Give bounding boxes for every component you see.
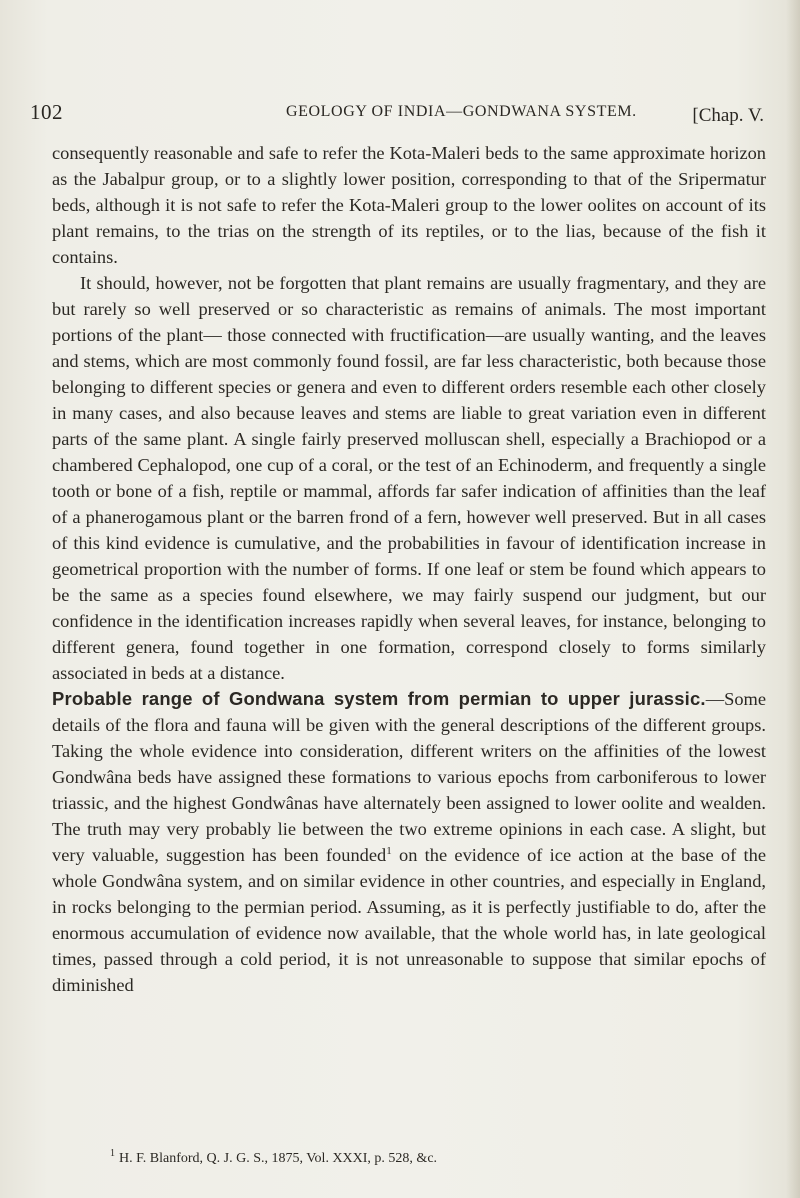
running-title: GEOLOGY OF INDIA—GONDWANA SYSTEM. [286,103,637,120]
paragraph-3-text-a: —Some details of the flora and fauna will be given with the general descriptions of the different groups. Taking the whole evidence into consideration, different writers on the affinities of the lowest Gondwâna beds have assigned these formations to various epochs from carboniferous to lower triassic, and the highest Gondwânas have alternately been assigned to lower oolite and wealden. The truth may very probably lie between the two extreme opinions in each case. A slight, but very valuable, suggestion has been founded [52,689,766,865]
chapter-label: [Chap. V. [692,105,764,126]
page-number: 102 [30,100,63,124]
section-heading: Probable range of Gondwana system from permian to upper jurassic. [52,688,706,709]
running-header [30,92,770,132]
paragraph-1: consequently reasonable and safe to refer the Kota-Maleri beds to the same approximate horizon as the Jabalpur group, or to a slightly lower position, corresponding to that of the Sripermatur beds, although it is not safe to refer the Kota-Maleri group to the lower oolites on account of its plant remains, to the trias on the strength of its reptiles, or to the lias, because of the fish it contains. [52,143,766,267]
paragraph-3-text-b: on the evidence of ice action at the base of the whole Gondwâna system, and on similar evidence in other countries, and especially in England, in rocks belonging to the permian period. Assuming, as it is perfectly justifiable to do, after the enormous accumulation of evidence now available, that the whole world has, in late geological times, passed through a cold period, it is not unreasonable to suppose that similar epochs of diminished [52,845,767,995]
paragraph-2: It should, however, not be forgotten that plant remains are usually fragmentary, and they are but rarely so well preserved or so characteristic as remains of animals. The most important portions of the plant— those connected with fructification—are usually wanting, and the leaves and stems, which are most commonly found fossil, are far less characteristic, both because those belonging to different species or genera and even to different orders resemble each other closely in many cases, and also because leaves and stems are liable to great variation even in different parts of the same plant. A single fairly preserved molluscan shell, especially a Brachiopod or a chambered Cephalopod, one cup of a coral, or the test of an Echinoderm, and frequently a single tooth or bone of a fish, reptile or mammal, affords far safer indication of affinities than the leaf of a phanerogamous plant or the barren frond of a fern, however well preserved. But in all cases of this kind evidence is cumulative, and the probabilities in favour of identification increase in geometrical proportion with the number of forms. If one leaf or stem be found which appears to be the same as a species found elsewhere, we may fairly suspend our judgment, but our confidence in the identification increases rapidly when several leaves, for instance, belonging to different genera, found together in one formation, correspond closely to forms similarly associated in beds at a distance. [52,273,766,683]
footnote-number: 1 [110,1148,115,1160]
page-edge-shadow [786,0,800,1198]
footnote-reference[interactable]: 1 [386,844,392,857]
footnote [110,1148,770,1167]
body-text [52,140,766,998]
footnote-text: H. F. Blanford, Q. J. G. S., 1875, Vol. XXXI, p. 528, &c. [119,1151,438,1166]
paragraph-3 [52,686,766,998]
